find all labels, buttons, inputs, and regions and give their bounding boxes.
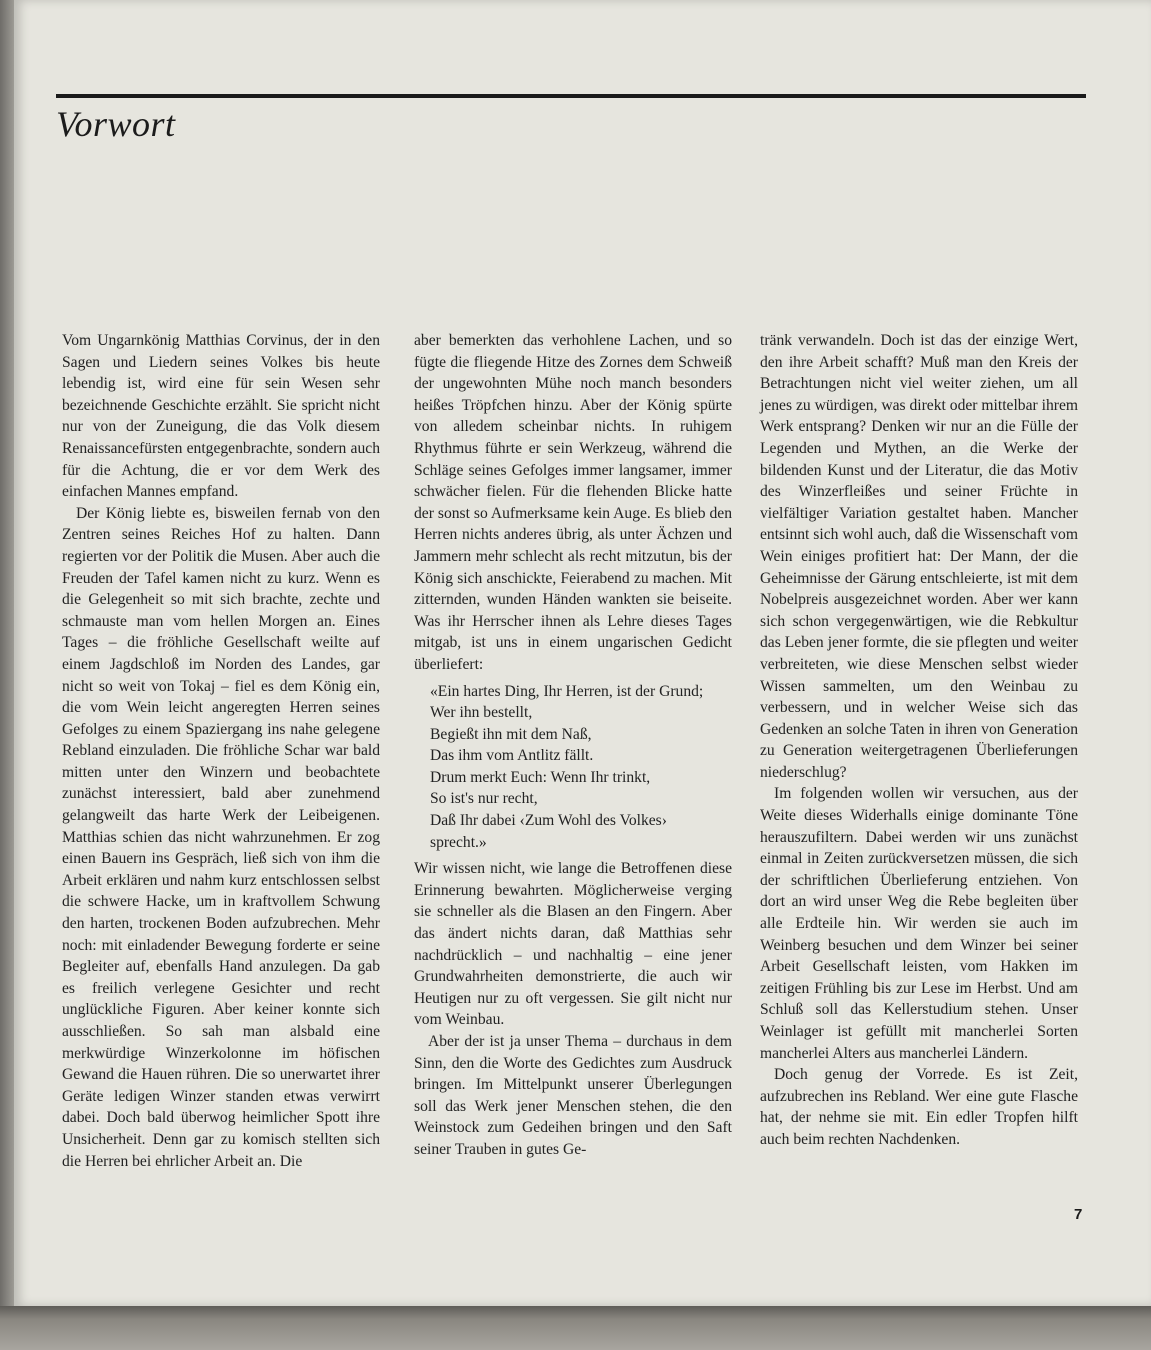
paragraph: Der König liebte es, bisweilen fernab von den Zentren seines Reiches Hof zu halten. Dann regierten vor der Politik die Musen. Aber auch die Freuden der Tafel kamen nicht zu kurz. Wenn es die Gelegenheit so mit sich brachte, zechte und schmauste man vom hellen Morgen an. Eines Tages – die fröhliche Gesellschaft weilte auf einem Jagdschloß im Norden des Landes, gar nicht so weit von Tokaj – fiel es dem König ein, die vom Wein leicht angeregten Herren seines Gefolges zu einem Spaziergang ins nahe gelegene Rebland einzuladen. Die fröhliche Schar war bald mitten unter den Winzern und beobachtete zunächst interessiert, bald aber zunehmend gelangweilt das harte Werk der Leibeigenen. Matthias schien das nicht wahrzunehmen. Er zog einen Bauern ins Gespräch, ließ sich von ihm die Arbeit erklären und nahm kurz entschlossen selbst die schwere Hacke, um in kraftvollem Schwung den harten, trockenen Boden aufzubrechen. Mehr noch: mit einladender Bewegung forderte er seine Begleiter auf, ebenfalls Hand anzulegen. Da gab es freilich verlegene Gesichter und recht unglückliche Figuren. Aber keiner konnte sich ausschließen. So sah man alsbald eine merkwürdige Winzerkolonne im höfischen Gewand die Hauen rühren. Die so unerwartet ihrer Geräte ledigen Winzer standen etwas verwirrt dabei. Doch bald überwog heimlicher Spott ihre Unsicherheit. Denn gar zu komisch stellten sich die Herren bei ehrlicher Arbeit an. Die xyxy=(62,504,380,1170)
header-rule xyxy=(56,94,1086,98)
poem-line: Begießt ihn mit dem Naß, xyxy=(430,725,592,743)
paragraph: Vom Ungarnkönig Matthias Corvinus, der in den Sagen und Liedern seines Volkes bis heute lebendig ist, wird eine für sein Wesen sehr bezeichnende Geschichte erzählt. Sie spricht nicht nur von der Zuneigung, die das Volk diesem Renaissancefürsten entgegenbrachte, sondern auch für die Achtung, die er vor dem Werk des einfachen Mannes empfand. xyxy=(62,332,380,501)
paragraph: Im folgenden wollen wir versuchen, aus der Weite dieses Widerhalls einige dominante Töne herauszufiltern. Dabei werden wir uns zunächst einmal in Zeiten zurückversetzen müssen, die sich der schriftlichen Überlieferung entziehen. Von dort an wird unser Weg die Rebe begleiten über alle Erdteile hin. Wir werden sie auch im Weinberg besuchen und dem Winzer bei seiner Arbeit Gesellschaft leisten, vom Hakken im zeitigen Frühling bis zur Lese im Herbst. Und am Schluß soll das Kellerstudium stehen. Unser Weinlager ist gefüllt mit mancherlei Sorten mancherlei Alters aus mancherlei Ländern. xyxy=(760,785,1078,1062)
poem-line: Daß Ihr dabei ‹Zum Wohl des Volkes› xyxy=(430,812,667,830)
poem xyxy=(430,681,732,854)
poem-line: So ist's nur recht, xyxy=(430,790,538,808)
book-spine xyxy=(0,0,14,1306)
paragraph: aber bemerkten das verhohlene Lachen, und so fügte die fliegende Hitze des Zornes dem Schweiß der ungewohnten Mühe noch manch besonders heißes Tröpfchen hinzu. Aber der König spürte von alledem scheinbar nichts. In ruhigem Rhythmus führte er sein Werkzeug, während die Schläge seines Gefolges immer langsamer, immer schwächer fielen. Für die flehenden Blicke hatte der sonst so Aufmerksame kein Auge. Es blieb den Herren nichts anderes übrig, als unter Ächzen und Jammern mehr schlecht als recht mitzutun, bis der König sich anschickte, Feierabend zu machen. Mit zitternden, wunden Händen wankten sie beiseite. Was ihr Herrscher ihnen als Lehre dieses Tages mitgab, ist uns in einem ungarischen Gedicht überliefert: xyxy=(414,332,732,673)
paragraph: Doch genug der Vorrede. Es ist Zeit, aufzubrechen ins Rebland. Wer eine gute Flasche hat, der nehme sie mit. Ein edler Tropfen hilft auch beim rechten Nachdenken. xyxy=(760,1066,1078,1148)
poem-line: sprecht.» xyxy=(430,833,487,851)
text-column-1 xyxy=(62,330,380,1172)
poem-line: Das ihm vom Antlitz fällt. xyxy=(430,747,594,765)
text-column-2 xyxy=(414,330,732,1161)
paragraph: tränk verwandeln. Doch ist das der einzige Wert, den ihre Arbeit schafft? Muß man den Kreis der Betrachtungen nicht viel weiter ziehen, um all jenes zu würdigen, was direkt oder mittelbar ihrem Werk entsprang? Denken wir nur an die Fülle der Legenden und Mythen, an die Werke der bildenden Kunst und der Literatur, die das Motiv des Winzerfleißes und seiner Früchte in vielfältiger Variation gestaltet haben. Mancher entsinnt sich wohl auch, daß die Wissenschaft vom Wein einiges profitiert hat: Der Mann, der die Geheimnisse der Gärung entschleierte, ist mit dem Nobelpreis ausgezeichnet worden. Aber wer kann sich schon vergegenwärtigen, wie die Rebkultur das Leben jener formte, die sie pflegten und weiter verbreiteten, wie diese Menschen selbst wieder Wissen sammelten, um den Weinbau zu verbessern, und in welcher Weise sich das Gedenken an solche Taten in ihren von Generation zu Generation weitergetragenen Überlieferungen niederschlug? xyxy=(760,332,1078,781)
poem-line: «Ein hartes Ding, Ihr Herren, ist der Grund; xyxy=(430,682,704,700)
poem-line: Drum merkt Euch: Wenn Ihr trinkt, xyxy=(430,768,651,786)
poem-line: Wer ihn bestellt, xyxy=(430,704,533,722)
paragraph: Wir wissen nicht, wie lange die Betroffenen diese Erinnerung bewahrten. Möglicherweise verging sie schneller als die Blasen an den Fingern. Aber das ändert nichts daran, daß Matthias sehr nachdrücklich – und nachhaltig – eine jener Grundwahrheiten demonstrierte, die auch wir Heutigen nur zu oft vergessen. Sie gilt nicht nur vom Weinbau. xyxy=(414,860,732,1029)
page-title: Vorwort xyxy=(56,104,176,144)
page-edge xyxy=(0,1306,1151,1350)
text-column-3 xyxy=(760,330,1078,1151)
paragraph: Aber der ist ja unser Thema – durchaus in dem Sinn, den die Worte des Gedichtes zum Ausdruck bringen. Im Mittelpunkt unserer Überlegungen soll das Werk jener Menschen stehen, die den Weinstock zum Gedeihen bringen und den Saft seiner Trauben in gutes Ge- xyxy=(414,1033,732,1158)
page-number: 7 xyxy=(1074,1206,1083,1223)
